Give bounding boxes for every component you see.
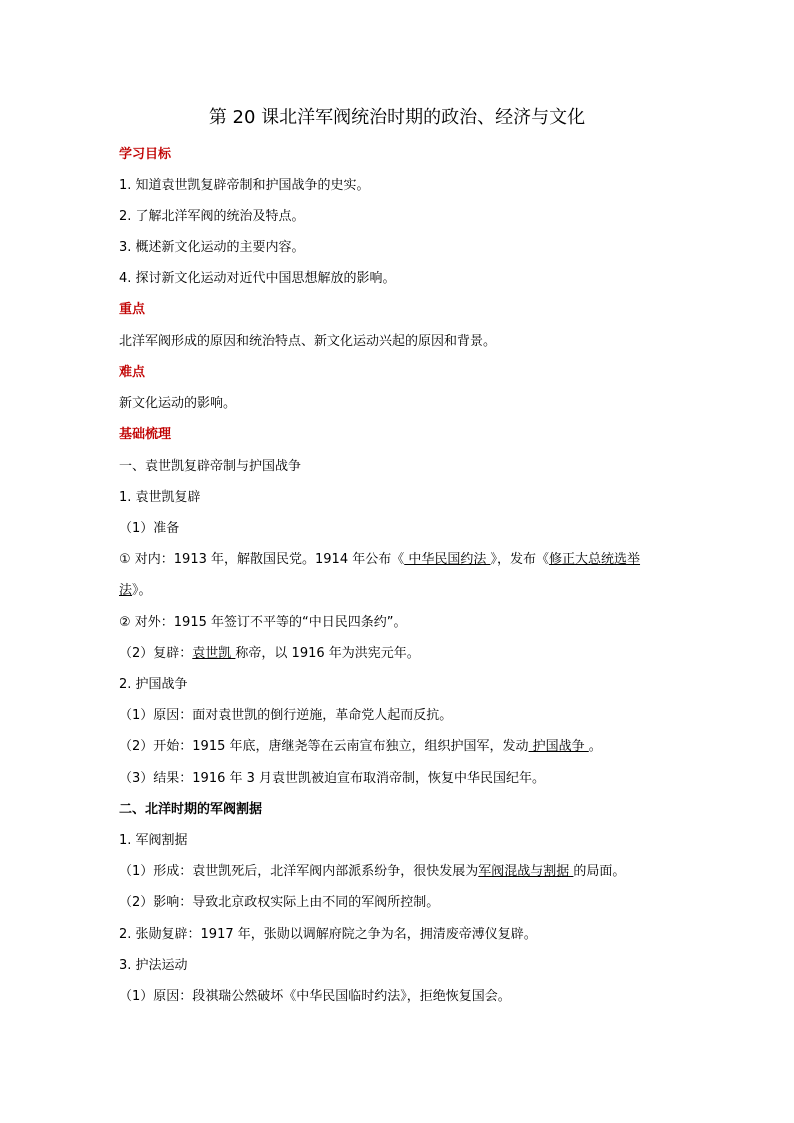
fill-blank-answer: 中华民国约法 — [404, 552, 491, 567]
domestic-line-cont — [119, 582, 679, 600]
section-2-2: 2. 张勋复辟：1917 年，张勋以调解府院之争为名，拥清废帝溥仪复辟。 — [119, 927, 537, 942]
difficult-heading: 难点 — [119, 365, 146, 380]
text-run: 称帝，以 1916 年为洪宪元年。 — [235, 646, 420, 661]
text-run: 。 — [588, 739, 602, 754]
text-run: 的局面。 — [573, 864, 626, 879]
foreign-line: ② 对外：1915 年签订不平等的“中日民四条约”。 — [119, 615, 407, 630]
key-heading: 重点 — [119, 302, 146, 317]
section-2-title: 二、北洋时期的军阀割据 — [119, 802, 263, 817]
section-2-1: 1. 军阀割据 — [119, 833, 188, 848]
section-2-3: 3. 护法运动 — [119, 958, 188, 973]
law-cause: （1）原因：段祺瑞公然破坏《中华民国临时约法》，拒绝恢复国会。 — [119, 989, 511, 1004]
section-1-title: 一、袁世凯复辟帝制与护国战争 — [119, 459, 302, 474]
fill-blank-answer: 护国战争 — [528, 739, 589, 754]
basics-heading: 基础梳理 — [119, 427, 172, 442]
text-run: 》，发布《 — [490, 552, 550, 567]
page-title: 第 20 课北洋军阀统治时期的政治、经济与文化 — [208, 107, 586, 128]
goal-item: 3. 概述新文化运动的主要内容。 — [119, 240, 305, 255]
text-run: ① 对内：1913 年，解散国民党。1914 年公布《 — [119, 552, 405, 567]
war-start — [119, 738, 679, 756]
fill-blank-answer: 法 — [119, 583, 133, 598]
text-run: 》。 — [132, 583, 152, 598]
goal-item: 1. 知道袁世凯复辟帝制和护国战争的史实。 — [119, 178, 370, 193]
section-1-1: 1. 袁世凯复辟 — [119, 490, 201, 505]
text-run: （2）开始：1915 年底，唐继尧等在云南宣布独立，组织护国军，发动 — [119, 739, 529, 754]
fill-blank-answer: 修正大总统选举 — [549, 552, 641, 567]
goal-item: 2. 了解北洋军阀的统治及特点。 — [119, 209, 305, 224]
text-run: （2）复辟： — [119, 646, 193, 661]
domestic-line — [119, 551, 679, 569]
restore-line — [119, 645, 679, 663]
text-run: （1）形成：袁世凯死后，北洋军阀内部派系纷争，很快发展为 — [119, 864, 479, 879]
goals-heading: 学习目标 — [119, 147, 172, 162]
war-cause: （1）原因：面对袁世凯的倒行逆施，革命党人起而反抗。 — [119, 708, 453, 723]
war-result: （3）结果：1916 年 3 月袁世凯被迫宣布取消帝制，恢复中华民国纪年。 — [119, 771, 546, 786]
key-text: 北洋军阀形成的原因和统治特点、新文化运动兴起的原因和背景。 — [119, 334, 497, 349]
difficult-text: 新文化运动的影响。 — [119, 396, 237, 411]
goal-item: 4. 探讨新文化运动对近代中国思想解放的影响。 — [119, 271, 396, 286]
split-effect: （2）影响：导致北京政权实际上由不同的军阀所控制。 — [119, 895, 440, 910]
split-form — [119, 863, 679, 881]
fill-blank-answer: 军阀混战与割据 — [478, 864, 574, 879]
fill-blank-answer: 袁世凯 — [192, 646, 236, 661]
section-1-1-1: （1）准备 — [119, 521, 180, 536]
section-1-2: 2. 护国战争 — [119, 677, 188, 692]
